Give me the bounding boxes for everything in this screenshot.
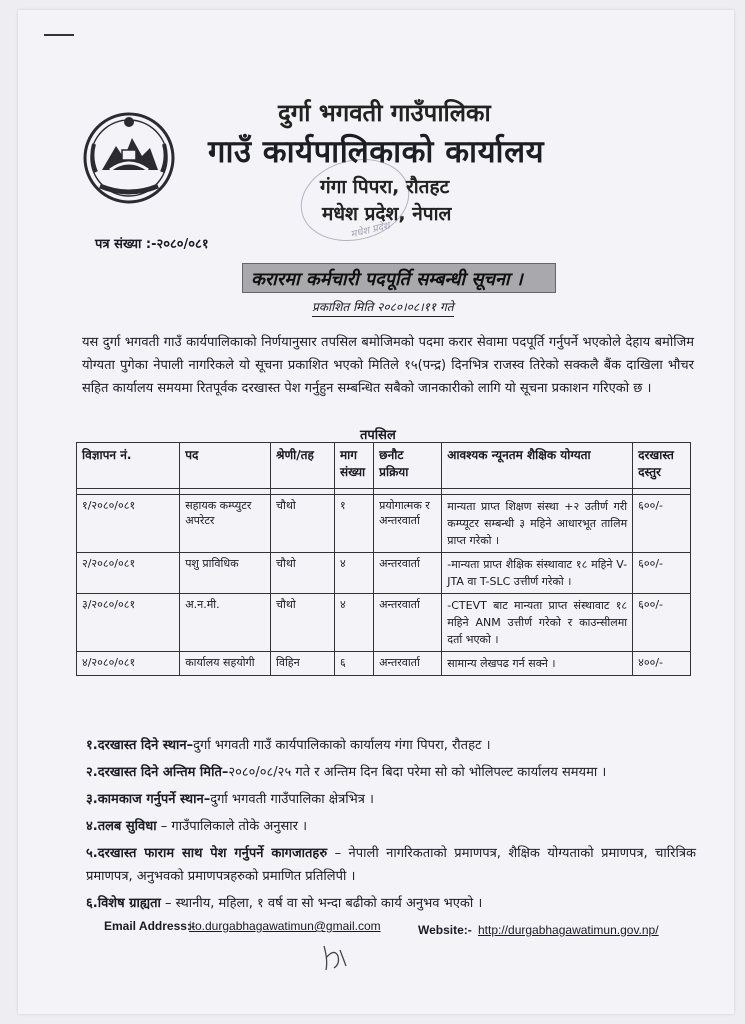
- clause-label: २.दरखास्त दिने अन्तिम मिति–: [86, 765, 229, 780]
- municipality-name: दुर्गा भगवती गाउँपालिका: [278, 99, 491, 127]
- website-label: Website:-: [418, 923, 472, 937]
- cell-post: सहायक कम्प्युटर अपरेटर: [180, 495, 271, 553]
- clause-item: [86, 892, 696, 915]
- cell-qualification: मान्यता प्राप्त शिक्षण संस्था +२ उतीर्ण गरी कम्प्यूटर सम्बन्धी ३ महिने आधारभूत तालिम प्राप्त गरेको ।: [442, 495, 633, 553]
- cell-level: चौथो: [270, 495, 334, 553]
- reference-number: पत्र संख्या :-२०८०/०८१: [95, 237, 209, 252]
- clause-item: [86, 761, 696, 784]
- clause-item: [86, 788, 696, 811]
- clause-text: – नेपाली नागरिकताको प्रमाणपत्र, शैक्षिक योग्यताको प्रमाणपत्र, चारित्रिक प्रमाणपत्र, अनुभवको प्रमाणपत्रहरुको प्रमाणित प्रतिलिपी ।: [86, 846, 696, 884]
- clause-text: दुर्गा भगवती गाउँपालिका क्षेत्रभित्र ।: [210, 792, 374, 807]
- cell-ad-no: १/२०८०/०८१: [77, 495, 180, 553]
- nepal-emblem-icon: [80, 108, 178, 208]
- clause-item: [86, 842, 696, 888]
- clause-label: ५.दरखास्त फाराम साथ पेश गर्नुपर्ने कागजातहरु: [86, 846, 328, 861]
- cell-count: ४: [334, 553, 373, 594]
- clause-label: ६.विशेष ग्राह्यता: [86, 896, 161, 911]
- email-link[interactable]: ito.durgabhagawatimun@gmail.com: [189, 919, 381, 933]
- cell-post: कार्यालय सहयोगी: [180, 652, 271, 676]
- table-row: [77, 553, 691, 594]
- table-row: [77, 594, 691, 652]
- cell-ad-no: ४/२०८०/०८१: [77, 652, 180, 676]
- clause-text: – स्थानीय, महिला, १ वर्ष वा सो भन्दा बढीको कार्य अनुभव भएको ।: [160, 896, 483, 911]
- header-ad-no: विज्ञापन नं.: [77, 443, 180, 489]
- clause-item: [86, 815, 696, 838]
- clause-item: [86, 734, 696, 757]
- header-selection: छनौट प्रक्रिया: [374, 443, 442, 489]
- table-caption: तपसिल: [360, 428, 396, 443]
- cell-ad-no: ३/२०८०/०८१: [77, 594, 180, 652]
- cell-level: चौथो: [270, 553, 334, 594]
- clause-label: ३.कामकाज गर्नुपर्ने स्थान–: [86, 792, 211, 807]
- header-fee: दरखास्त दस्तुर: [633, 443, 691, 489]
- cell-qualification: सामान्य लेखपढ गर्न सक्ने ।: [442, 652, 633, 676]
- cell-fee: ४००/-: [633, 652, 691, 676]
- vacancy-table: [76, 442, 691, 676]
- top-dash: [44, 34, 74, 36]
- clause-list: [86, 734, 696, 919]
- intro-paragraph: यस दुर्गा भगवती गाउँ कार्यपालिकाको निर्णयानुसार तपसिल बमोजिमको पदमा करार सेवामा पदपूर्ति गर्नुपर्ने भएकोले देहाय बमोजिम योग्यता पुगेका नेपाली नागरिकले यो सूचना प्रकाशित भएको मितिले १५(पन्द्र) दिनभित्र राजस्व तिरेको सक्कलै बैंक दाखिला भौचर सहित कार्यालय समयमा रितपूर्वक दरखास्त पेश गर्नुहुन सम्बन्धित सबैको जानकारीको लागि यो सूचना प्रकाशन गरिएको छ ।: [82, 335, 694, 396]
- cell-fee: ६००/-: [633, 594, 691, 652]
- cell-qualification: -मान्यता प्राप्त शैक्षिक संस्थावाट १८ महिने V-JTA वा T-SLC उत्तीर्ण गरेको ।: [442, 553, 633, 594]
- header-level: श्रेणी/तह: [270, 443, 334, 489]
- clause-text: २०८०/०८/२५ गते र अन्तिम दिन बिदा परेमा सो को भोलिपल्ट कार्यालय समयमा ।: [228, 765, 607, 780]
- signature-icon: [316, 940, 356, 976]
- website-link[interactable]: http://durgabhagawatimun.gov.np/: [478, 923, 659, 937]
- cell-post: पशु प्राविधिक: [180, 553, 271, 594]
- cell-level: चौथो: [270, 594, 334, 652]
- office-address: गंगा पिपरा, रौतहट: [320, 176, 450, 198]
- office-name: गाउँ कार्यपालिकाको कार्यालय: [208, 134, 545, 170]
- cell-selection: अन्तरवार्ता: [374, 553, 442, 594]
- table-header-row: [77, 443, 691, 489]
- cell-post: अ.न.मी.: [180, 594, 271, 652]
- cell-count: ६: [334, 652, 373, 676]
- cell-fee: ६००/-: [633, 553, 691, 594]
- cell-selection: अन्तरवार्ता: [374, 594, 442, 652]
- clause-label: ४.तलब सुविधा: [86, 819, 157, 834]
- cell-level: विहिन: [270, 652, 334, 676]
- notice-title: करारमा कर्मचारी पदपूर्ति सम्बन्धी सूचना ।: [242, 263, 556, 293]
- clause-text: दुर्गा भगवती गाउँ कार्यपालिकाको कार्यालय गंगा पिपरा, रौतहट ।: [193, 738, 491, 753]
- published-date: प्रकाशित मिति २०८०।०८।११ गते: [312, 298, 454, 317]
- table-row: [77, 495, 691, 553]
- cell-selection: अन्तरवार्ता: [374, 652, 442, 676]
- office-province: मधेश प्रदेश, नेपाल: [322, 203, 452, 225]
- clause-text: – गाउँपालिकाले तोके अनुसार ।: [156, 819, 308, 834]
- table-row: [77, 652, 691, 676]
- stamp-text: मधेश प्रदेश: [349, 220, 392, 241]
- header-count: माग संख्या: [334, 443, 373, 489]
- header-qualification: आवश्यक न्यूनतम शैक्षिक योग्यता: [442, 443, 633, 489]
- header-post: पद: [180, 443, 271, 489]
- email-label: Email Address:-: [104, 919, 195, 933]
- cell-count: १: [334, 495, 373, 553]
- cell-count: ४: [334, 594, 373, 652]
- cell-ad-no: २/२०८०/०८१: [77, 553, 180, 594]
- clause-label: १.दरखास्त दिने स्थान–: [86, 738, 194, 753]
- cell-qualification: -CTEVT बाट मान्यता प्राप्त संस्थावाट १८ महिने ANM उत्तीर्ण गरेको र काउन्सीलमा दर्ता भएको ।: [442, 594, 633, 652]
- cell-selection: प्रयोगात्मक र अन्तरवार्ता: [374, 495, 442, 553]
- cell-fee: ६००/-: [633, 495, 691, 553]
